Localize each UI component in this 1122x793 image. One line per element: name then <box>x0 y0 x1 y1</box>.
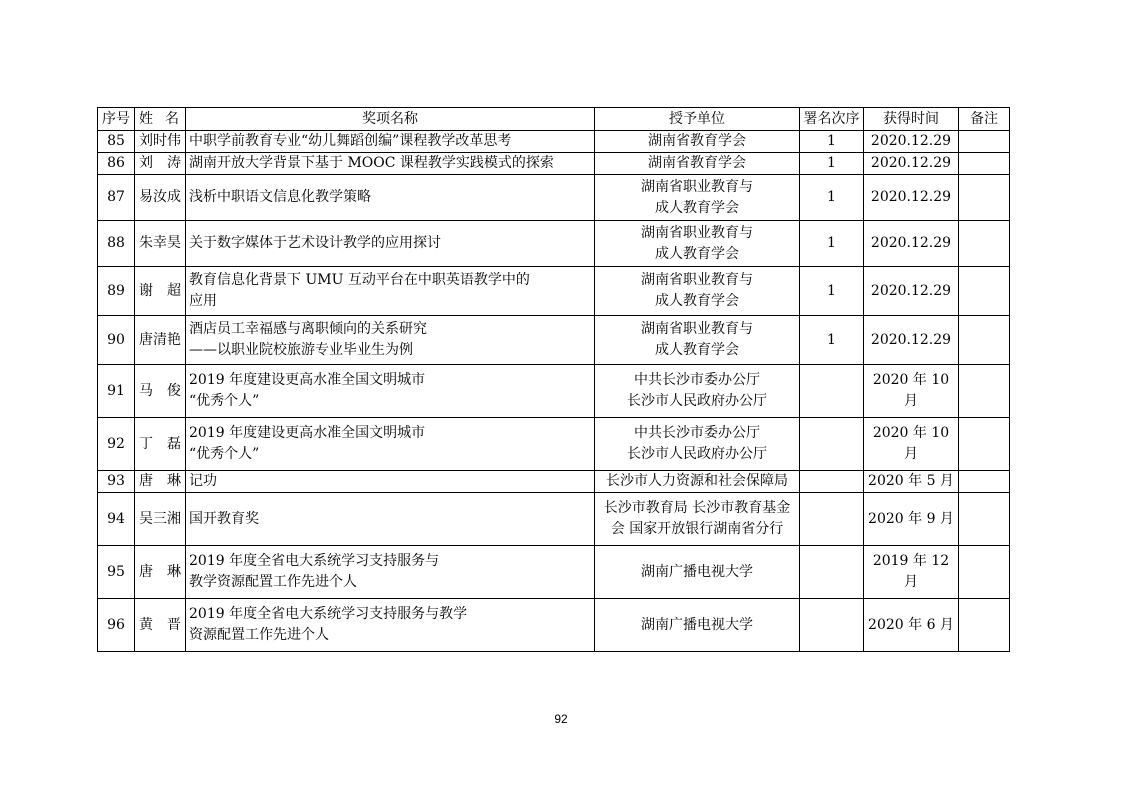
row-date: 2020.12.29 <box>864 221 959 267</box>
page-number: 92 <box>554 712 568 726</box>
row-date: 2020.12.29 <box>864 153 959 175</box>
award-line: 酒店员工幸福感与离职倾向的关系研究 <box>189 321 427 337</box>
unit-line: 长沙市人民政府办公厅 <box>627 393 767 409</box>
row-signature-order: 1 <box>800 153 864 175</box>
row-remarks <box>959 267 1010 316</box>
row-award <box>186 175 595 221</box>
unit-line: 成人教育学会 <box>655 245 739 262</box>
row-unit <box>595 316 800 365</box>
row-signature-order: 1 <box>800 316 864 365</box>
row-award <box>186 418 595 471</box>
row-date: 2020.12.29 <box>864 131 959 153</box>
award-line: 资源配置工作先进个人 <box>189 627 329 643</box>
unit-line: 湖南省职业教育与 <box>641 178 753 195</box>
row-remarks <box>959 418 1010 471</box>
row-unit <box>595 418 800 471</box>
header-row <box>98 108 1010 131</box>
unit-line: 湖南省职业教育与 <box>641 224 753 241</box>
header-award: 奖项名称 <box>186 108 595 131</box>
row-remarks <box>959 546 1010 599</box>
award-line: 中职学前教育专业“幼儿舞蹈创编”课程教学改革思考 <box>189 133 512 149</box>
row-unit <box>595 471 800 493</box>
header-remarks: 备注 <box>959 108 1010 131</box>
row-signature-order <box>800 493 864 546</box>
unit-line: 成人教育学会 <box>655 342 739 358</box>
award-line: 国开教育奖 <box>189 510 259 527</box>
row-signature-order <box>800 365 864 418</box>
row-signature-order <box>800 599 864 652</box>
row-name: 易汝成 <box>135 175 186 221</box>
unit-line: 成人教育学会 <box>655 199 739 216</box>
award-line: “优秀个人” <box>189 393 260 409</box>
row-remarks <box>959 316 1010 365</box>
row-signature-order <box>800 418 864 471</box>
row-unit <box>595 131 800 153</box>
table-row <box>98 316 1010 365</box>
unit-line: 中共长沙市委办公厅 <box>634 372 760 388</box>
award-line: 2019 年度全省电大系统学习支持服务与 <box>189 553 440 569</box>
row-date: 2020 年 5 月 <box>864 471 959 493</box>
row-no: 91 <box>98 365 135 418</box>
table-row <box>98 267 1010 316</box>
row-no: 87 <box>98 175 135 221</box>
row-no: 88 <box>98 221 135 267</box>
unit-line: 湖南广播电视大学 <box>641 563 753 580</box>
unit-line: 湖南省教育学会 <box>648 133 746 149</box>
table-row <box>98 131 1010 153</box>
row-name: 丁 磊 <box>135 418 186 471</box>
row-unit <box>595 221 800 267</box>
row-name: 刘时伟 <box>135 131 186 153</box>
table-row <box>98 546 1010 599</box>
row-name: 朱幸昊 <box>135 221 186 267</box>
row-unit <box>595 493 800 546</box>
row-signature-order: 1 <box>800 267 864 316</box>
award-line: 湖南开放大学背景下基于 MOOC 课程教学实践模式的探索 <box>189 155 554 171</box>
award-line: 应用 <box>189 293 217 309</box>
table-row <box>98 175 1010 221</box>
row-date: 2020.12.29 <box>864 267 959 316</box>
row-remarks <box>959 153 1010 175</box>
header-date: 获得时间 <box>864 108 959 131</box>
unit-line: 湖南省职业教育与 <box>641 272 753 288</box>
row-remarks <box>959 175 1010 221</box>
row-name: 黄 晋 <box>135 599 186 652</box>
unit-line: 成人教育学会 <box>655 293 739 309</box>
row-no: 94 <box>98 493 135 546</box>
row-award <box>186 546 595 599</box>
row-award <box>186 267 595 316</box>
row-signature-order <box>800 471 864 493</box>
row-award <box>186 221 595 267</box>
award-line: 浅析中职语文信息化教学策略 <box>189 189 371 205</box>
row-date: 2020.12.29 <box>864 175 959 221</box>
unit-line: 湖南广播电视大学 <box>641 616 753 633</box>
table-row <box>98 471 1010 493</box>
row-remarks <box>959 131 1010 153</box>
row-signature-order: 1 <box>800 131 864 153</box>
row-signature-order <box>800 546 864 599</box>
award-line: 教育信息化背景下 UMU 互动平台在中职英语教学中的 <box>189 272 530 288</box>
award-line: ——以职业院校旅游专业毕业生为例 <box>189 342 413 358</box>
row-remarks <box>959 471 1010 493</box>
row-name: 唐 琳 <box>135 546 186 599</box>
award-line: 教学资源配置工作先进个人 <box>189 574 357 590</box>
row-award <box>186 599 595 652</box>
header-signature-order: 署名次序 <box>800 108 864 131</box>
row-date: 2020 年 9 月 <box>864 493 959 546</box>
header-name: 姓 名 <box>135 108 186 131</box>
table-row <box>98 153 1010 175</box>
table-row <box>98 599 1010 652</box>
row-name: 唐 琳 <box>135 471 186 493</box>
row-date: 2020 年 6 月 <box>864 599 959 652</box>
row-date: 2020.12.29 <box>864 316 959 365</box>
row-date: 2019 年 12 月 <box>864 546 959 599</box>
row-unit <box>595 175 800 221</box>
table-row <box>98 365 1010 418</box>
row-award <box>186 471 595 493</box>
row-unit <box>595 153 800 175</box>
row-award <box>186 493 595 546</box>
row-remarks <box>959 493 1010 546</box>
row-unit <box>595 267 800 316</box>
header-no: 序号 <box>98 108 135 131</box>
row-name: 吴三湘 <box>135 493 186 546</box>
row-signature-order: 1 <box>800 221 864 267</box>
award-line: “优秀个人” <box>189 446 260 462</box>
row-unit <box>595 546 800 599</box>
unit-line: 会 国家开放银行湖南省分行 <box>610 521 784 537</box>
row-date: 2020 年 10 月 <box>864 418 959 471</box>
row-name: 马 俊 <box>135 365 186 418</box>
row-no: 93 <box>98 471 135 493</box>
unit-line: 湖南省职业教育与 <box>641 321 753 337</box>
row-award <box>186 153 595 175</box>
header-unit: 授予单位 <box>595 108 800 131</box>
row-name: 刘 涛 <box>135 153 186 175</box>
row-no: 89 <box>98 267 135 316</box>
row-no: 86 <box>98 153 135 175</box>
unit-line: 长沙市人力资源和社会保障局 <box>606 473 788 489</box>
unit-line: 长沙市人民政府办公厅 <box>627 446 767 462</box>
row-name: 唐清艳 <box>135 316 186 365</box>
row-date: 2020 年 10 月 <box>864 365 959 418</box>
award-line: 2019 年度全省电大系统学习支持服务与教学 <box>189 606 468 622</box>
table-row <box>98 418 1010 471</box>
row-unit <box>595 365 800 418</box>
row-remarks <box>959 365 1010 418</box>
row-name: 谢 超 <box>135 267 186 316</box>
unit-line: 中共长沙市委办公厅 <box>634 425 760 441</box>
row-award <box>186 131 595 153</box>
row-no: 85 <box>98 131 135 153</box>
row-unit <box>595 599 800 652</box>
awards-table <box>97 107 1010 652</box>
unit-line: 长沙市教育局 长沙市教育基金 <box>603 500 791 516</box>
table-body <box>98 131 1010 652</box>
row-no: 96 <box>98 599 135 652</box>
row-award <box>186 316 595 365</box>
table-row <box>98 493 1010 546</box>
row-no: 95 <box>98 546 135 599</box>
table-row <box>98 221 1010 267</box>
row-no: 92 <box>98 418 135 471</box>
row-remarks <box>959 599 1010 652</box>
row-award <box>186 365 595 418</box>
row-remarks <box>959 221 1010 267</box>
award-line: 2019 年度建设更高水准全国文明城市 <box>189 425 426 441</box>
award-line: 关于数字媒体于艺术设计教学的应用探讨 <box>189 235 441 251</box>
award-line: 记功 <box>189 473 217 489</box>
row-no: 90 <box>98 316 135 365</box>
unit-line: 湖南省教育学会 <box>648 155 746 171</box>
award-line: 2019 年度建设更高水准全国文明城市 <box>189 372 426 388</box>
row-signature-order: 1 <box>800 175 864 221</box>
